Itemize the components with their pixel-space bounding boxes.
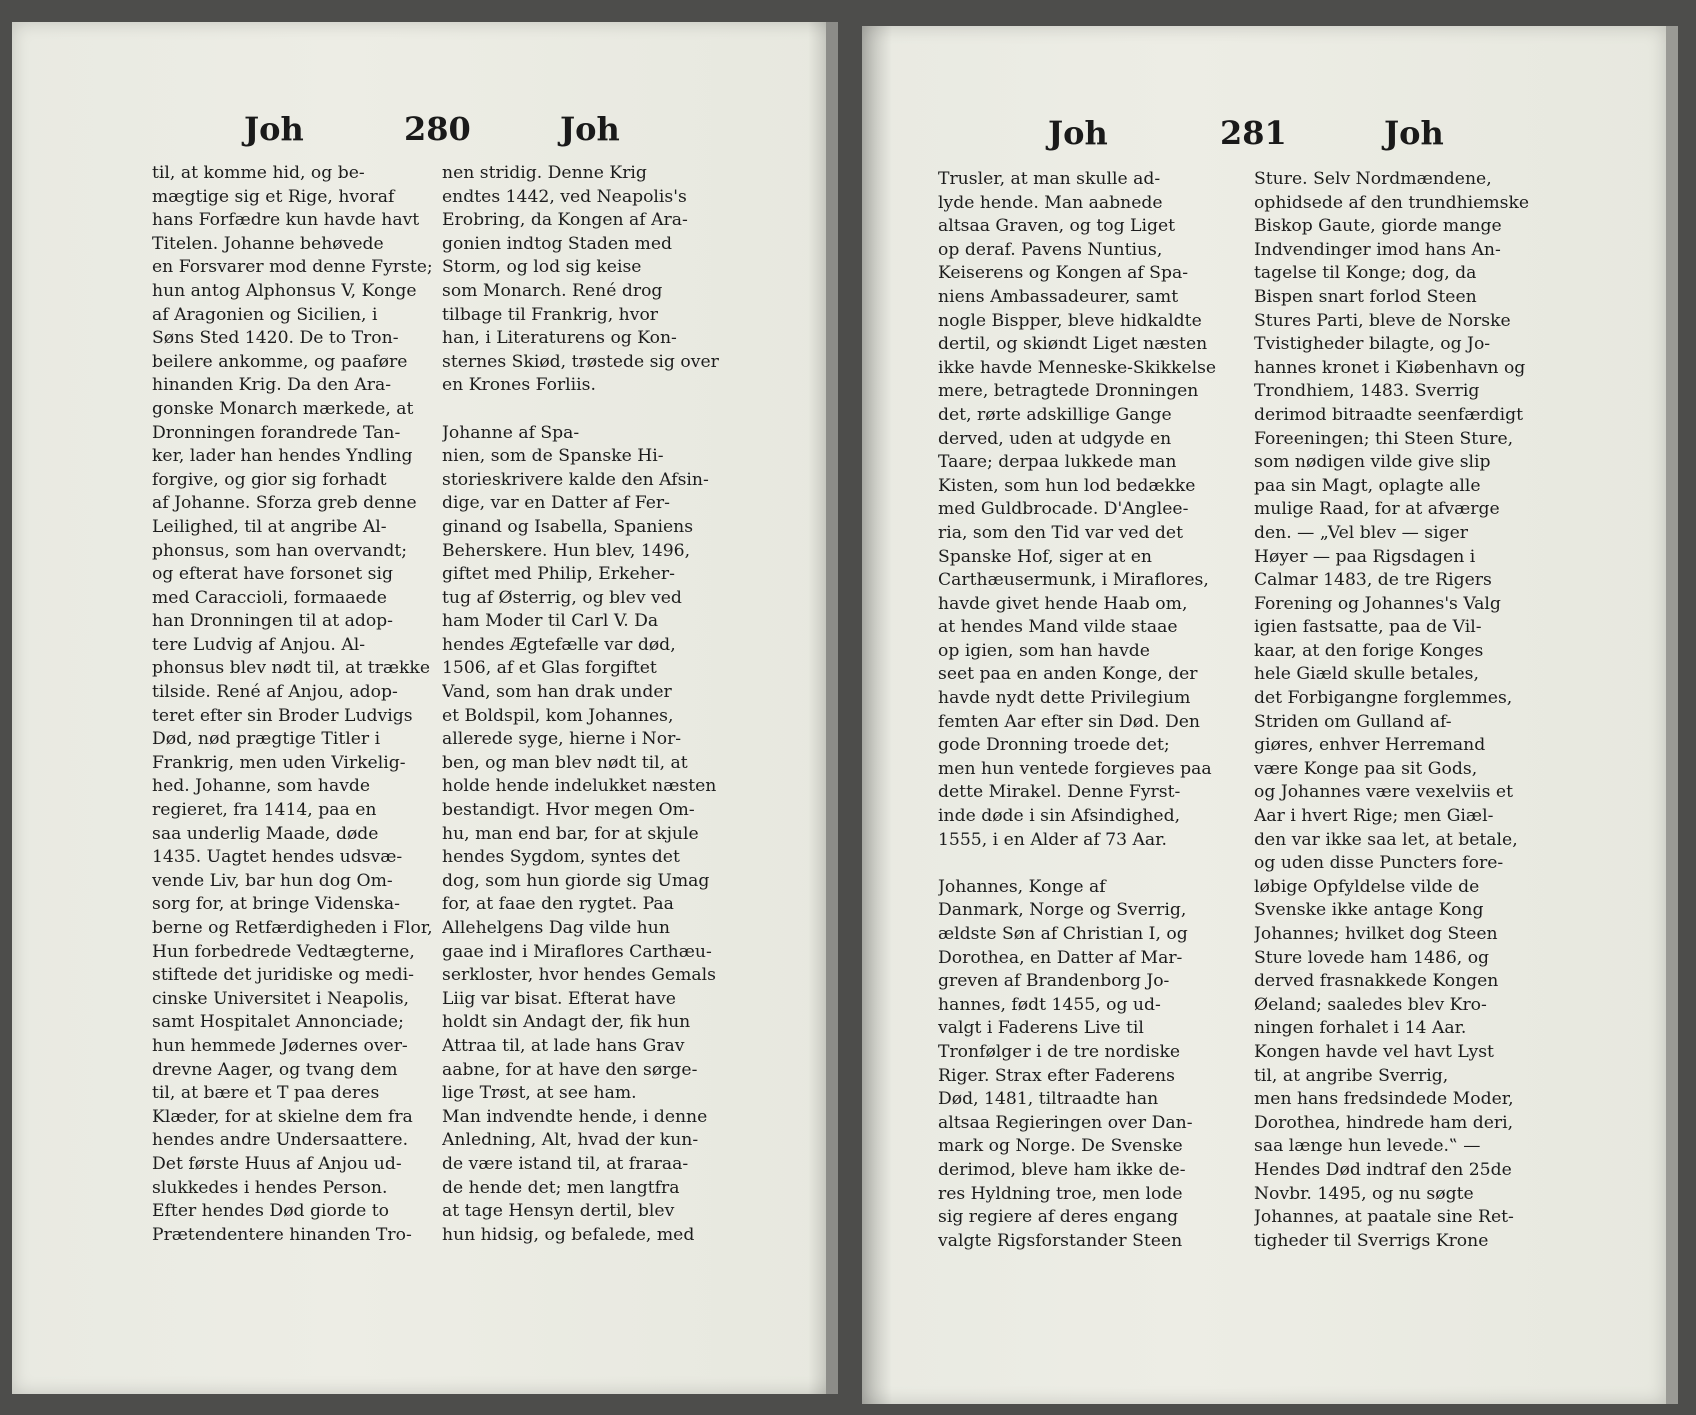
text-line: som Monarch. René drog xyxy=(442,280,663,301)
text-line: men hans fredsindede Moder, xyxy=(1254,1089,1514,1110)
text-line: holdt sin Andagt der, fik hun xyxy=(442,1012,691,1033)
text-line: Taare; derpaa lukkede man xyxy=(938,452,1177,473)
text-line: giøres, enhver Herremand xyxy=(1254,735,1486,756)
text-line: Erobring, da Kongen af Ara- xyxy=(442,210,688,231)
text-line: Trondhiem, 1483. Sverrig xyxy=(1254,381,1480,402)
right-page-gutter-shadow xyxy=(862,26,892,1404)
text-line: hu, man end bar, for at skjule xyxy=(442,823,699,844)
text-line: Keiserens og Kongen af Spa- xyxy=(938,263,1188,284)
text-line: Søns Sted 1420. De to Tron- xyxy=(152,328,399,349)
text-line: kaar, at den forige Konges xyxy=(1254,640,1484,661)
text-line: seet paa en anden Konge, der xyxy=(938,664,1198,685)
text-line: femten Aar efter sin Død. Den xyxy=(938,711,1201,732)
text-line: ginand og Isabella, Spaniens xyxy=(442,516,694,537)
text-line: saa underlig Maade, døde xyxy=(152,823,379,844)
text-line: være Konge paa sit Gods, xyxy=(1254,758,1478,779)
text-line: nien, som de Spanske Hi- xyxy=(442,446,664,467)
right-page xyxy=(862,26,1666,1404)
text-line: dertil, og skiøndt Liget næsten xyxy=(938,334,1208,355)
text-line: tere Ludvig af Anjou. Al- xyxy=(152,634,366,655)
text-line: mark og Norge. De Svenske xyxy=(938,1136,1183,1157)
text-line: sorg for, at bringe Videnska- xyxy=(152,894,400,915)
text-line: Johannes, at paatale sine Ret- xyxy=(1254,1207,1514,1228)
text-line: Prætendentere hinanden Tro- xyxy=(152,1224,412,1245)
text-line: Johannes, Konge af xyxy=(938,876,1106,897)
text-line: greven af Brandenborg Jo- xyxy=(938,971,1170,992)
text-line: berne og Retfærdigheden i Flor, xyxy=(152,918,433,938)
text-line: tilbage til Frankrig, hvor xyxy=(442,304,659,325)
text-line: Novbr. 1495, og nu søgte xyxy=(1254,1183,1474,1204)
left-header-right-word: Joh xyxy=(560,110,620,148)
text-line: Dorothea, en Datter af Mar- xyxy=(938,947,1183,968)
text-line: nen stridig. Denne Krig xyxy=(442,163,647,183)
text-line: til, at komme hid, og be- xyxy=(152,163,365,183)
text-line: samt Hospitalet Annonciade; xyxy=(152,1012,404,1033)
text-line: de hende det; men langtfra xyxy=(442,1177,680,1198)
text-line: Bispen snart forlod Steen xyxy=(1254,286,1477,307)
text-line: Man indvendte hende, i denne xyxy=(442,1106,708,1127)
text-line: derimod bitraadte seenfærdigt xyxy=(1254,404,1524,425)
text-line: Johanne af Spa- xyxy=(442,422,580,443)
text-line: Forening og Johannes's Valg xyxy=(1254,593,1501,614)
text-line: giftet med Philip, Erkeher- xyxy=(442,564,675,585)
text-line: ningen forhalet i 14 Aar. xyxy=(1254,1018,1467,1039)
text-line: 1555, i en Alder af 73 Aar. xyxy=(938,829,1167,850)
text-line: en Forsvarer mod denne Fyrste; xyxy=(152,257,433,278)
text-line: med Guldbrocade. D'Anglee- xyxy=(938,499,1189,520)
text-line: hun hemmede Jødernes over- xyxy=(152,1035,408,1056)
text-line: endtes 1442, ved Neapolis's xyxy=(442,186,687,207)
text-line: havde nydt dette Privilegium xyxy=(938,688,1191,709)
text-line: hannes, født 1455, og ud- xyxy=(938,994,1161,1015)
text-line: Dronningen forandrede Tan- xyxy=(152,422,401,443)
text-line: det Forbigangne forglemmes, xyxy=(1254,688,1513,709)
text-line: Svenske ikke antage Kong xyxy=(1254,900,1484,921)
text-line: op igien, som han havde xyxy=(938,640,1150,661)
text-line: slukkedes i hendes Person. xyxy=(152,1177,388,1198)
text-line: hendes Ægtefælle var død, xyxy=(442,634,676,655)
text-line: derved frasnakkede Kongen xyxy=(1254,971,1499,992)
text-line: Vand, som han drak under xyxy=(442,682,672,703)
text-line: teret efter sin Broder Ludvigs xyxy=(152,705,413,726)
text-line: allerede syge, hierne i Nor- xyxy=(442,729,682,750)
text-line: holde hende indelukket næsten xyxy=(442,776,717,797)
text-line: det, rørte adskillige Gange xyxy=(938,404,1172,425)
text-line: at hendes Mand vilde staae xyxy=(938,617,1178,638)
left-page-column-2 xyxy=(442,162,737,1247)
text-line: Dorothea, hindrede ham deri, xyxy=(1254,1112,1514,1133)
text-line: Kongen havde vel havt Lyst xyxy=(1254,1041,1494,1062)
text-line: paa sin Magt, oplagte alle xyxy=(1254,475,1481,496)
right-header-right-word: Joh xyxy=(1384,114,1444,152)
text-line: tagelse til Konge; dog, da xyxy=(1254,263,1477,284)
text-line: til, at bære et T paa deres xyxy=(152,1083,380,1104)
left-header-page-number: 280 xyxy=(404,110,471,148)
text-line: Klæder, for at skielne dem fra xyxy=(152,1106,413,1127)
text-line: havde givet hende Haab om, xyxy=(938,593,1188,614)
text-line: hun antog Alphonsus V, Konge xyxy=(152,280,417,301)
text-line: Biskop Gaute, giorde mange xyxy=(1254,216,1502,237)
text-line: lige Trøst, at see ham. xyxy=(442,1083,637,1104)
text-line: dog, som hun giorde sig Umag xyxy=(442,870,710,891)
text-line: cinske Universitet i Neapolis, xyxy=(152,988,410,1009)
text-line: Øeland; saaledes blev Kro- xyxy=(1254,994,1487,1015)
text-line: 1506, af et Glas forgiftet xyxy=(442,658,657,679)
text-line: Efter hendes Død giorde to xyxy=(152,1201,389,1222)
text-line: lyde hende. Man aabnede xyxy=(938,192,1163,213)
text-line: hendes andre Undersaattere. xyxy=(152,1130,409,1151)
text-line: Leilighed, til at angribe Al- xyxy=(152,516,387,537)
text-line: Død, nød prægtige Titler i xyxy=(152,729,381,750)
text-line: Storm, og lod sig keise xyxy=(442,257,642,278)
text-line: han Dronningen til at adop- xyxy=(152,611,393,632)
text-line: som nødigen vilde give slip xyxy=(1254,452,1491,473)
text-line: drevne Aager, og tvang dem xyxy=(152,1059,398,1080)
text-line: hun hidsig, og befalede, med xyxy=(442,1224,695,1245)
text-line: Liig var bisat. Efterat have xyxy=(442,988,676,1009)
text-line: for, at faae den rygtet. Paa xyxy=(442,894,674,915)
text-line: den. — „Vel blev — siger xyxy=(1254,522,1468,543)
text-line: med Caraccioli, formaaede xyxy=(152,587,387,608)
text-line: Attraa til, at lade hans Grav xyxy=(442,1035,685,1056)
text-line: ria, som den Tid var ved det xyxy=(938,522,1184,543)
text-line: gonske Monarch mærkede, at xyxy=(152,398,414,419)
text-line: Foreeningen; thi Steen Sture, xyxy=(1254,428,1514,449)
text-line: op deraf. Pavens Nuntius, xyxy=(938,239,1163,260)
text-line: til, at angribe Sverrig, xyxy=(1254,1065,1449,1086)
right-page-column-1 xyxy=(938,168,1238,1253)
text-line: forgive, og gior sig forhadt xyxy=(152,469,387,490)
text-line: Spanske Hof, siger at en xyxy=(938,546,1153,567)
text-line: ældste Søn af Christian I, og xyxy=(938,924,1188,944)
text-line: derved, uden at udgyde en xyxy=(938,428,1172,449)
text-line: hendes Sygdom, syntes det xyxy=(442,847,680,868)
text-line: beilere ankomme, og paaføre xyxy=(152,351,408,372)
text-line: af Johanne. Sforza greb denne xyxy=(152,493,417,514)
text-line: Carthæusermunk, i Miraflores, xyxy=(938,570,1209,591)
left-page-header xyxy=(12,110,838,160)
right-page-column-2 xyxy=(1254,168,1554,1253)
text-line: hele Giæld skulle betales, xyxy=(1254,664,1479,685)
text-line: Johannes; hvilket dog Steen xyxy=(1254,924,1498,944)
text-line: ker, lader han hendes Yndling xyxy=(152,446,413,467)
text-line: tigheder til Sverrigs Krone xyxy=(1254,1230,1489,1251)
text-line: dette Mirakel. Denne Fyrst- xyxy=(938,782,1181,803)
text-line: et Boldspil, kom Johannes, xyxy=(442,705,674,726)
text-line: Trusler, at man skulle ad- xyxy=(938,169,1161,189)
text-line: mulige Raad, for at afværge xyxy=(1254,499,1500,520)
text-line: igien fastsatte, paa de Vil- xyxy=(1254,617,1482,638)
text-line: Død, 1481, tiltraadte han xyxy=(938,1089,1159,1110)
text-line: bestandigt. Hvor megen Om- xyxy=(442,800,695,821)
text-line: en Krones Forliis. xyxy=(442,375,596,396)
text-line: derimod, bleve ham ikke de- xyxy=(938,1159,1186,1180)
text-line: han, i Literaturens og Kon- xyxy=(442,328,677,349)
text-line: Danmark, Norge og Sverrig, xyxy=(938,900,1187,921)
text-line: inde døde i sin Afsindighed, xyxy=(938,806,1181,827)
text-line: saa længe hun levede.‟ — xyxy=(1254,1136,1481,1157)
text-line: gaae ind i Miraflores Carthæu- xyxy=(442,941,712,962)
text-line: Sture. Selv Nordmændene, xyxy=(1254,169,1492,189)
text-line: Aar i hvert Rige; men Giæl- xyxy=(1254,806,1494,827)
text-line: Frankrig, men uden Virkelig- xyxy=(152,752,406,773)
text-line: mere, betragtede Dronningen xyxy=(938,381,1199,402)
text-line: serkloster, hvor hendes Gemals xyxy=(442,965,716,986)
text-line: altsaa Regieringen over Dan- xyxy=(938,1112,1193,1133)
text-line: 1435. Uagtet hendes udsvæ- xyxy=(152,847,403,868)
text-line: Det første Huus af Anjou ud- xyxy=(152,1153,402,1174)
text-line: nogle Bispper, bleve hidkaldte xyxy=(938,310,1202,331)
right-header-left-word: Joh xyxy=(1048,114,1108,152)
text-line: storieskrivere kalde den Afsin- xyxy=(442,469,709,490)
text-line: Kisten, som hun lod bedække xyxy=(938,475,1196,496)
text-line: tilside. René af Anjou, adop- xyxy=(152,682,398,703)
text-line: tug af Østerrig, og blev ved xyxy=(442,587,682,608)
text-line: Hun forbedrede Vedtægterne, xyxy=(152,941,415,962)
text-line: ham Moder til Carl V. Da xyxy=(442,611,659,632)
text-line: regieret, fra 1414, paa en xyxy=(152,800,377,821)
text-line: stiftede det juridiske og medi- xyxy=(152,965,414,986)
text-line: ophidsede af den trundhiemske xyxy=(1254,192,1530,213)
text-line: af Aragonien og Sicilien, i xyxy=(152,304,378,325)
text-line: mægtige sig et Rige, hvoraf xyxy=(152,186,395,207)
text-line: den var ikke saa let, at betale, xyxy=(1254,829,1518,850)
left-page-column-1 xyxy=(152,162,442,1247)
text-line: aabne, for at have den sørge- xyxy=(442,1059,698,1080)
text-line: og Johannes være vexelviis et xyxy=(1254,782,1513,803)
left-page-edge xyxy=(826,22,838,1394)
left-header-left-word: Joh xyxy=(244,110,304,148)
text-line: Sture lovede ham 1486, og xyxy=(1254,947,1490,968)
right-page-header xyxy=(862,114,1666,164)
text-line: men hun ventede forgieves paa xyxy=(938,758,1212,779)
paragraph-gap xyxy=(938,852,1238,876)
text-line: Høyer — paa Rigsdagen i xyxy=(1254,546,1476,567)
text-line: phonsus blev nødt til, at trække xyxy=(152,658,431,679)
text-line: og uden disse Puncters fore- xyxy=(1254,853,1504,874)
right-page-edge xyxy=(1666,26,1678,1404)
text-line: gonien indtog Staden med xyxy=(442,233,673,254)
text-line: Hendes Død indtraf den 25de xyxy=(1254,1159,1512,1180)
text-line: hed. Johanne, som havde xyxy=(152,776,371,797)
text-line: sternes Skiød, trøstede sig over xyxy=(442,351,719,372)
text-line: Riger. Strax efter Faderens xyxy=(938,1065,1175,1086)
text-line: hinanden Krig. Da den Ara- xyxy=(152,375,392,396)
text-line: Titelen. Johanne behøvede xyxy=(152,233,384,254)
text-line: Stures Parti, bleve de Norske xyxy=(1254,310,1511,331)
text-line: og efterat have forsonet sig xyxy=(152,564,393,585)
text-line: hannes kronet i Kiøbenhavn og xyxy=(1254,357,1526,378)
text-line: gode Dronning troede det; xyxy=(938,735,1170,756)
text-line: ben, og man blev nødt til, at xyxy=(442,752,688,773)
text-line: valgte Rigsforstander Steen xyxy=(938,1230,1183,1251)
text-line: sig regiere af deres engang xyxy=(938,1207,1179,1228)
text-line: Striden om Gulland af- xyxy=(1254,711,1452,732)
text-line: Tvistigheder bilagte, og Jo- xyxy=(1254,334,1491,355)
text-line: Anledning, Alt, hvad der kun- xyxy=(442,1130,699,1151)
text-line: hans Forfædre kun havde havt xyxy=(152,210,420,231)
text-line: Allehelgens Dag vilde hun xyxy=(442,918,670,938)
text-line: dige, var en Datter af Fer- xyxy=(442,493,670,514)
paragraph-gap xyxy=(442,398,737,422)
text-line: vende Liv, bar hun dog Om- xyxy=(152,870,393,891)
text-line: phonsus, som han overvandt; xyxy=(152,540,408,561)
text-line: Indvendinger imod hans An- xyxy=(1254,239,1501,260)
text-line: Tronfølger i de tre nordiske xyxy=(938,1041,1181,1062)
text-line: altsaa Graven, og tog Liget xyxy=(938,216,1176,237)
text-line: niens Ambassadeurer, samt xyxy=(938,286,1179,307)
left-page xyxy=(12,22,838,1394)
text-line: Beherskere. Hun blev, 1496, xyxy=(442,540,691,561)
right-header-page-number: 281 xyxy=(1220,114,1287,152)
text-line: ikke havde Menneske-Skikkelse xyxy=(938,357,1217,378)
text-line: valgt i Faderens Live til xyxy=(938,1018,1144,1039)
text-line: at tage Hensyn dertil, blev xyxy=(442,1201,675,1222)
text-line: løbige Opfyldelse vilde de xyxy=(1254,876,1480,897)
text-line: res Hyldning troe, men lode xyxy=(938,1183,1183,1204)
text-line: de være istand til, at fraraa- xyxy=(442,1153,689,1174)
text-line: Calmar 1483, de tre Rigers xyxy=(1254,570,1492,591)
